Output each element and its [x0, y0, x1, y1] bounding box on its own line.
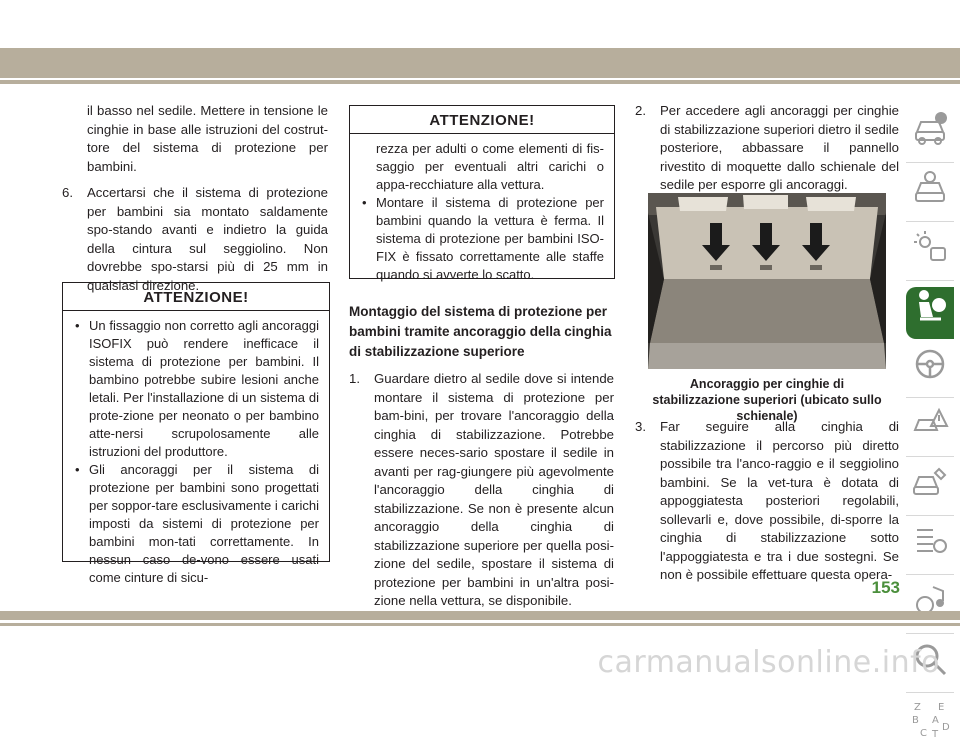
warning-bullet: • Un fissaggio non corretto agli ancoraggi ISOFIX può rendere inefficace il sistema di protezione per bambini. Il bambino potrebbe subire lesioni anche letali. Per l'installazione di un sistema di prote-zione per neonato o per bambino atte-nersi scrupolosamente alle istruzioni del produttore. [75, 317, 319, 461]
warning-body [350, 134, 614, 292]
watermark: carmanualsonline.info [597, 645, 940, 680]
multimedia-music-icon[interactable] [906, 581, 954, 634]
index-letter: T [932, 729, 939, 739]
warning-body [63, 311, 329, 595]
column-right [635, 102, 899, 195]
step-text: Per accedere agli ancoraggi per cinghie di stabilizzazione superiori dietro il sedile posteriore, abbassare il pannello rivestito di moquette dallo schienale del sedile per esporre gli ancoraggi. [660, 103, 899, 192]
cargo-area-photo [648, 193, 886, 369]
index-letter: D [942, 722, 950, 733]
index-letters-graphic [910, 699, 950, 739]
header-band [0, 48, 960, 78]
warning-car-icon[interactable] [906, 404, 954, 457]
column-left [62, 102, 328, 295]
footer-rule [0, 623, 960, 626]
cargo-illustration [648, 193, 886, 369]
page-number: 153 [871, 578, 900, 597]
index-letters-icon[interactable] [906, 699, 954, 751]
light-weather-icon[interactable] [906, 228, 954, 281]
step-1 [349, 370, 614, 611]
photo-caption: Ancoraggio per cinghie di stabilizzazione superiori (ubicato sullo schienale) [652, 377, 882, 423]
step-text: Accertarsi che il sistema di protezione per bambini sia montato saldamente spo-stando avanti e indietro la guida della cintura sul seggiolino. Non dovrebbe spo-starsi più di 25 mm in qualsiasi direzione. [87, 185, 328, 293]
warning-box-left [62, 282, 330, 585]
intro-paragraph: il basso nel sedile. Mettere in tensione le cinghie in base alle istruzioni del costrut-tore del sistema di protezione per bambini. [87, 103, 328, 174]
step-number: 3. [635, 419, 646, 434]
airbag-seat-icon[interactable] [906, 287, 954, 339]
column-right-lower [635, 418, 899, 585]
step-6 [62, 184, 328, 295]
warning-continuation: rezza per adulti o come elementi di fis-saggio per eventuali altri carichi o appa-recchiature alla vettura. [376, 141, 604, 192]
steering-wheel-icon[interactable] [906, 345, 954, 398]
step-number: 2. [635, 103, 646, 118]
column-middle [349, 302, 614, 611]
warning-box-middle [349, 105, 615, 282]
warning-title: ATTENZIONE! [350, 106, 614, 134]
index-letter: E [938, 702, 945, 713]
step-text: Guardare dietro al sedile dove si intende montare il sistema di protezione per bam-bini, per trovare l'ancoraggio della cinghia di stabilizzazione. Potrebbe essere neces-sario spostare il sedile in avanti per rag-giungere più agevolmente l'ancoraggio della cinghia di stabilizzazione. Se non è presente alcun ancoraggio della cinghia di stabilizzazione superiore per quella posi-zione del sedile, spostare il sistema di protezione per bambini in un'altra posi-zione nella vettura, se disponibile. [374, 371, 614, 608]
step-2 [635, 102, 899, 195]
dashboard-car-icon[interactable] [906, 169, 954, 222]
index-letter: B [912, 715, 919, 726]
section-heading: Montaggio del sistema di protezione per bambini tramite ancoraggio della cinghia di stabilizzazione superiore [349, 304, 612, 359]
car-info-icon[interactable] [906, 110, 954, 163]
index-letter: C [920, 728, 927, 739]
step-text: Far seguire alla cinghia di stabilizzazione il percorso più diretto possibile tra l'anco-raggio e il seggiolino bambini. Se la vet-tura è dotata di appoggiatesta posteriori regolabili, sollevarli e, dove possibile, di-sporre la cinghia di stabilizzazione sotto l'appoggiatesta e tra i due sostegni. Se non è possibile effettuare questa opera- [660, 419, 899, 582]
header-rule [0, 80, 960, 84]
warning-bullet: • Gli ancoraggi per il sistema di protezione per bambini sono progettati per soppor-tare esclusivamente i carichi imposti da sistemi di protezione per bambini mon-tati correttamente. In nessun caso de-vono essere usati come cinture di sicu- [75, 461, 319, 587]
car-service-icon[interactable] [906, 463, 954, 516]
footer-band [0, 611, 960, 620]
specs-list-icon[interactable] [906, 522, 954, 575]
step-3 [635, 418, 899, 585]
step-number: 6. [62, 185, 73, 200]
index-letter: A [932, 715, 939, 726]
warning-bullet: • Montare il sistema di protezione per bambini quando la vettura è ferma. Il sistema di protezione per bambini ISO-FIX è fissato correttamente alle staffe quando si avverte lo scatto. [362, 194, 604, 284]
warning-title: ATTENZIONE! [63, 283, 329, 311]
step-number: 1. [349, 371, 360, 386]
index-letter: Z [914, 702, 921, 713]
